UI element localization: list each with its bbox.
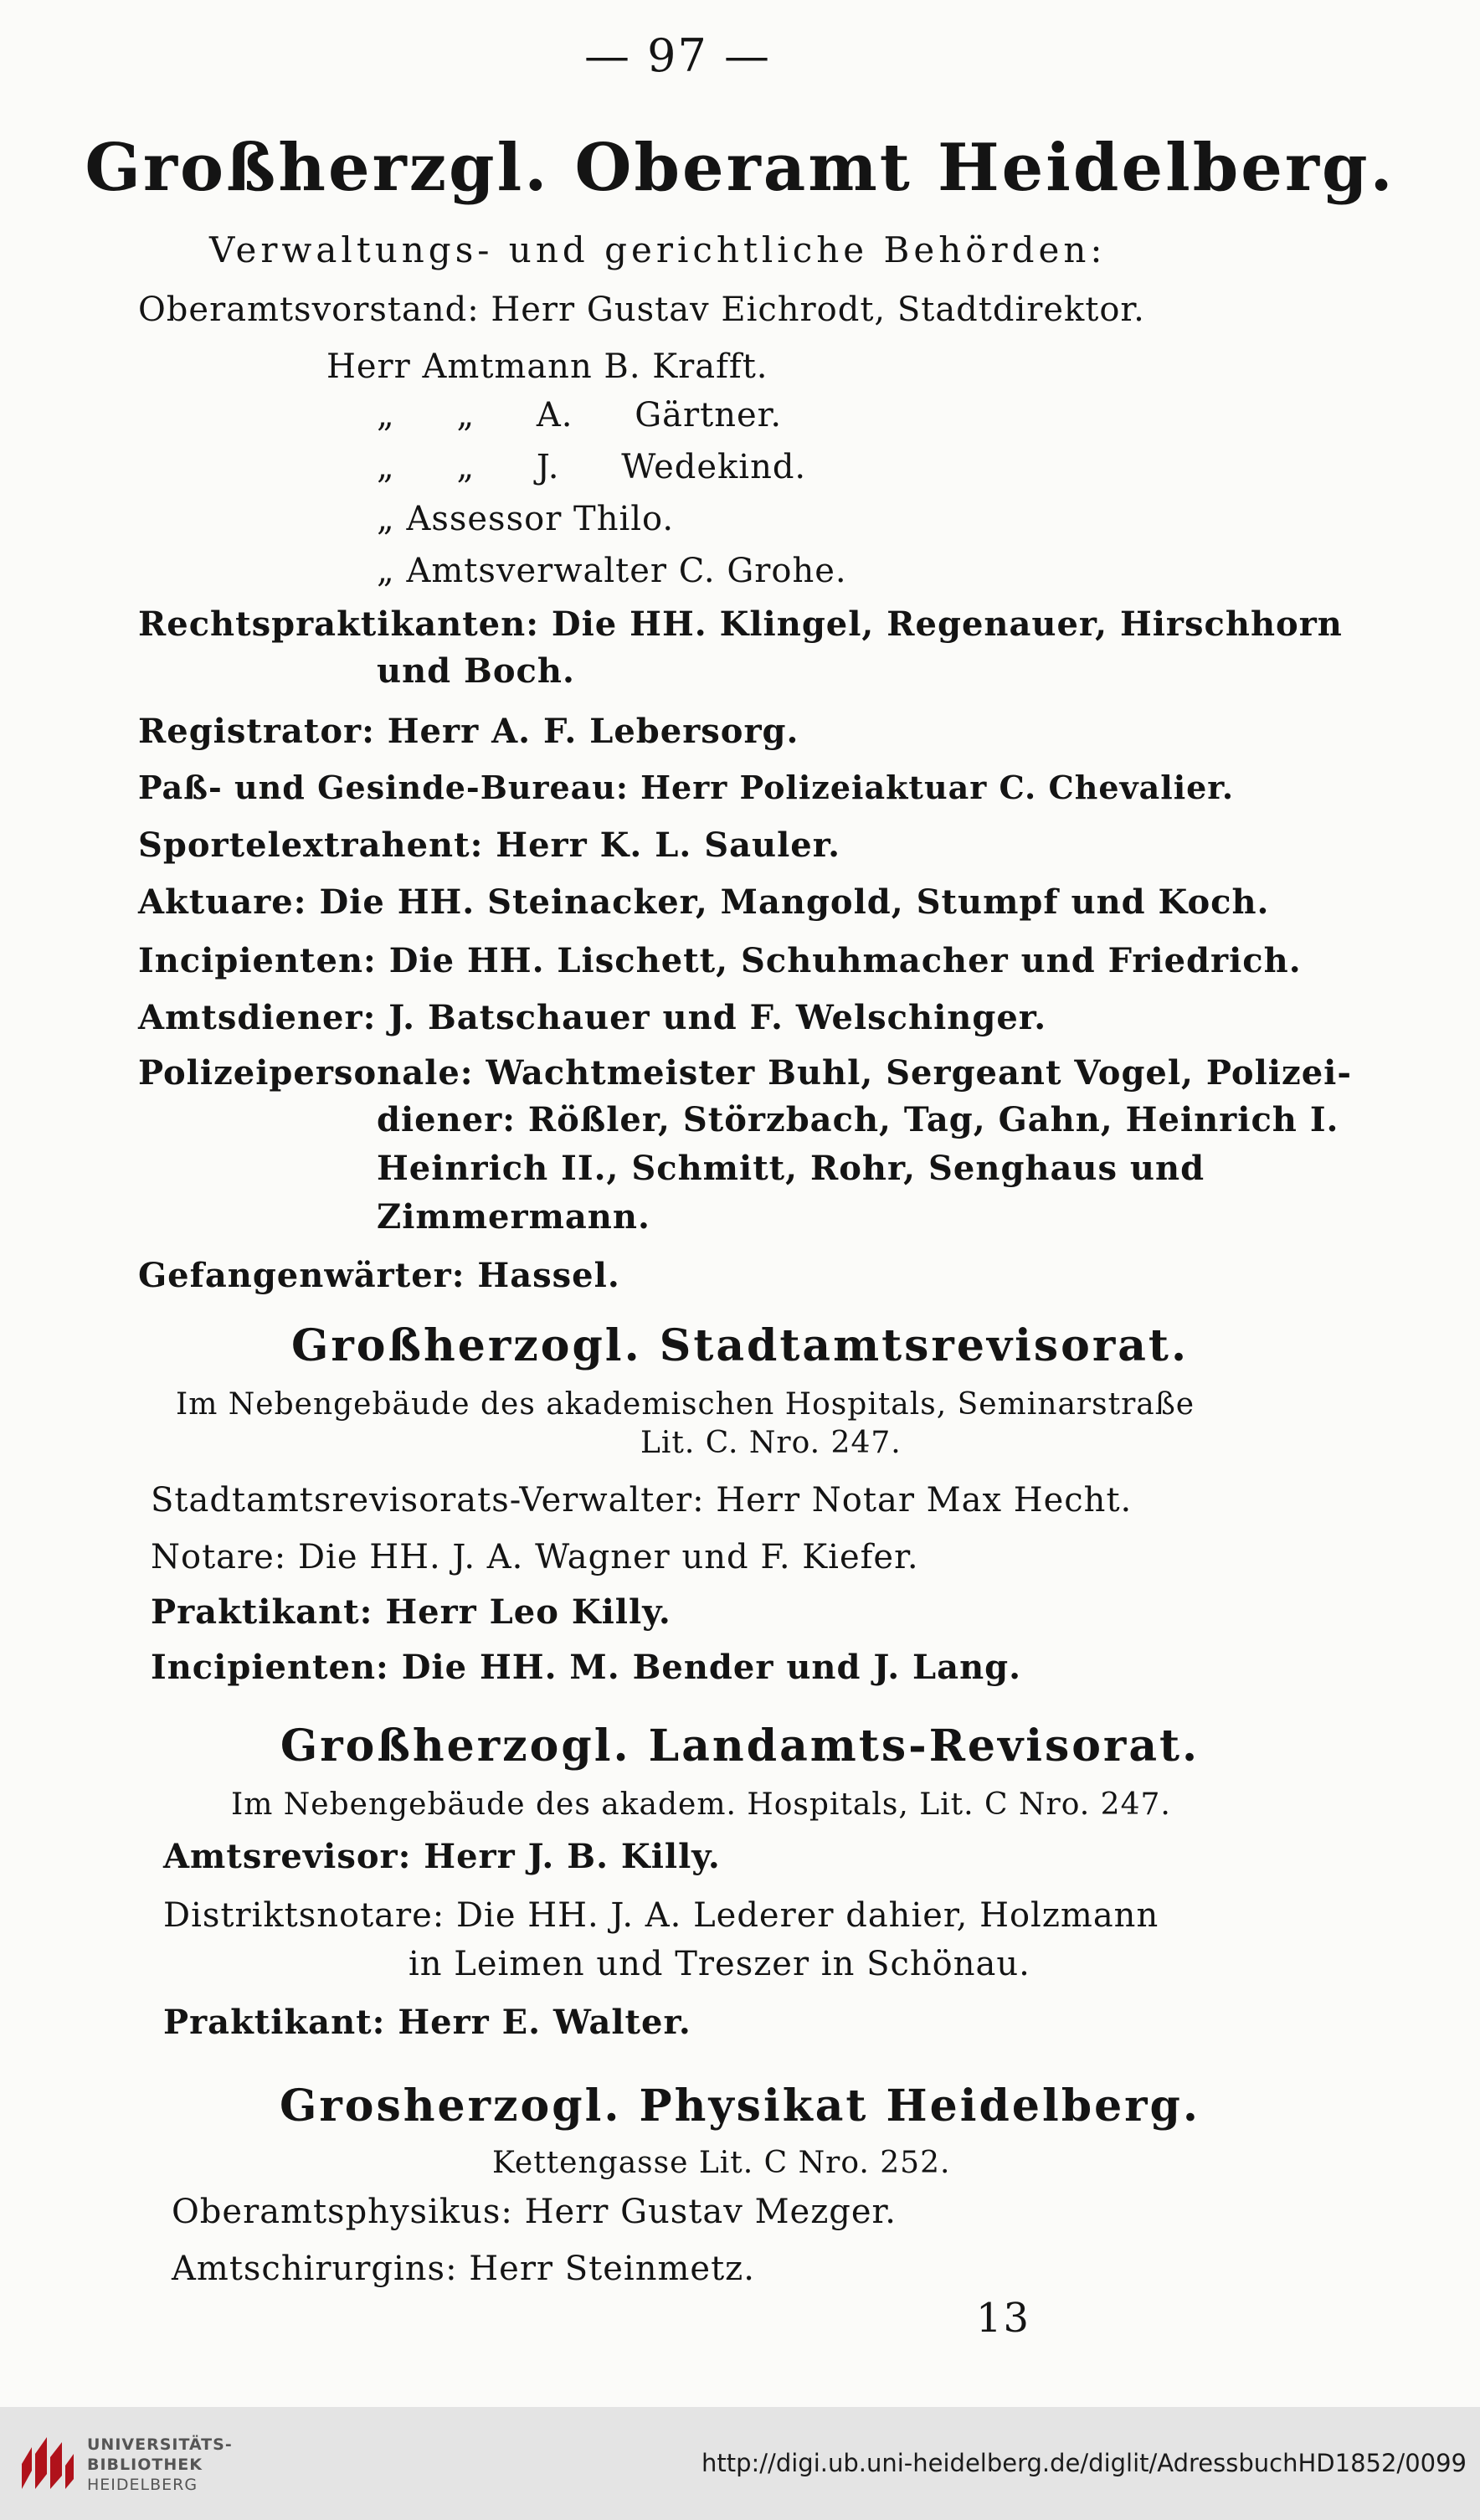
section-subtitle: Verwaltungs- und gerichtliche Behörden: bbox=[209, 229, 1107, 270]
library-name-line: BIBLIOTHEK bbox=[87, 2456, 203, 2474]
entry-line: Herr Amtmann B. Krafft. bbox=[326, 347, 768, 386]
source-url-link[interactable]: http://digi.ub.uni-heidelberg.de/diglit/AdressbuchHD1852/0099 bbox=[701, 2449, 1467, 2477]
entry-line: Amtschirurgins: Herr Steinmetz. bbox=[172, 2250, 755, 2288]
entry-line: Sportelextrahent: Herr K. L. Sauler. bbox=[138, 825, 841, 865]
entry-line: Praktikant: Herr E. Walter. bbox=[163, 2003, 691, 2042]
entry-line: „ Amtsverwalter C. Grohe. bbox=[377, 552, 847, 590]
entry-line: Zimmermann. bbox=[377, 1197, 650, 1237]
university-library-logo-icon bbox=[15, 2432, 79, 2496]
section-heading-landamt: Großherzogl. Landamts-Revisorat. bbox=[280, 1720, 1200, 1772]
entry-line: Oberamtsvorstand: Herr Gustav Eichrodt, Stadtdirektor. bbox=[138, 291, 1145, 329]
entry-line: Incipienten: Die HH. Lischett, Schuhmacher und Friedrich. bbox=[138, 941, 1302, 980]
entry-line: Gefangenwärter: Hassel. bbox=[138, 1256, 620, 1295]
library-name-line: HEIDELBERG bbox=[87, 2476, 198, 2494]
page-number: — 97 — bbox=[584, 29, 772, 82]
entry-line: und Boch. bbox=[377, 651, 575, 691]
footer-bar bbox=[0, 2407, 1480, 2520]
entry-line: Heinrich II., Schmitt, Rohr, Senghaus und bbox=[377, 1149, 1205, 1188]
entry-line: Incipienten: Die HH. M. Bender und J. Lang. bbox=[151, 1648, 1022, 1687]
entry-line: Notare: Die HH. J. A. Wagner und F. Kiefer. bbox=[151, 1538, 919, 1576]
entry-line: Polizeipersonale: Wachtmeister Buhl, Sergeant Vogel, Polizei- bbox=[138, 1053, 1352, 1093]
entry-line: Registrator: Herr A. F. Lebersorg. bbox=[138, 712, 799, 751]
section-address: Lit. C. Nro. 247. bbox=[640, 1426, 902, 1460]
entry-line: Stadtamtsrevisorats-Verwalter: Herr Notar Max Hecht. bbox=[151, 1481, 1133, 1520]
entry-line: in Leimen und Treszer in Schönau. bbox=[409, 1945, 1030, 1983]
entry-line: Paß- und Gesinde-Bureau: Herr Polizeiaktuar C. Chevalier. bbox=[138, 769, 1235, 806]
library-name-line: UNIVERSITÄTS- bbox=[87, 2435, 233, 2454]
entry-line: Distriktsnotare: Die HH. J. A. Lederer dahier, Holzmann bbox=[163, 1896, 1159, 1935]
entry-line: Amtsrevisor: Herr J. B. Killy. bbox=[163, 1837, 721, 1876]
entry-line: diener: Rößler, Störzbach, Tag, Gahn, Heinrich I. bbox=[377, 1100, 1339, 1139]
entry-line: Praktikant: Herr Leo Killy. bbox=[151, 1592, 671, 1632]
section-address: Im Nebengebäude des akademischen Hospitals, Seminarstraße bbox=[176, 1387, 1195, 1422]
entry-line: „ „ A. Gärtner. bbox=[377, 396, 783, 435]
section-heading-stadtamt: Großherzogl. Stadtamtsrevisorat. bbox=[290, 1320, 1190, 1371]
entry-line: Amtsdiener: J. Batschauer und F. Welschinger. bbox=[138, 998, 1047, 1037]
entry-line: „ Assessor Thilo. bbox=[377, 500, 675, 538]
entry-line: Aktuare: Die HH. Steinacker, Mangold, Stumpf und Koch. bbox=[138, 882, 1270, 922]
page-title: Großherzgl. Oberamt Heidelberg. bbox=[85, 130, 1395, 206]
entry-line: „ „ J. Wedekind. bbox=[377, 448, 807, 486]
section-address: Kettengasse Lit. C Nro. 252. bbox=[492, 2146, 951, 2180]
signature-number: 13 bbox=[976, 2295, 1031, 2342]
entry-line: Rechtspraktikanten: Die HH. Klingel, Regenauer, Hirschhorn bbox=[138, 604, 1343, 644]
section-address: Im Nebengebäude des akadem. Hospitals, Lit. C Nro. 247. bbox=[231, 1787, 1171, 1822]
entry-line: Oberamtsphysikus: Herr Gustav Mezger. bbox=[172, 2193, 897, 2231]
section-heading-physikat: Grosherzogl. Physikat Heidelberg. bbox=[279, 2080, 1201, 2132]
